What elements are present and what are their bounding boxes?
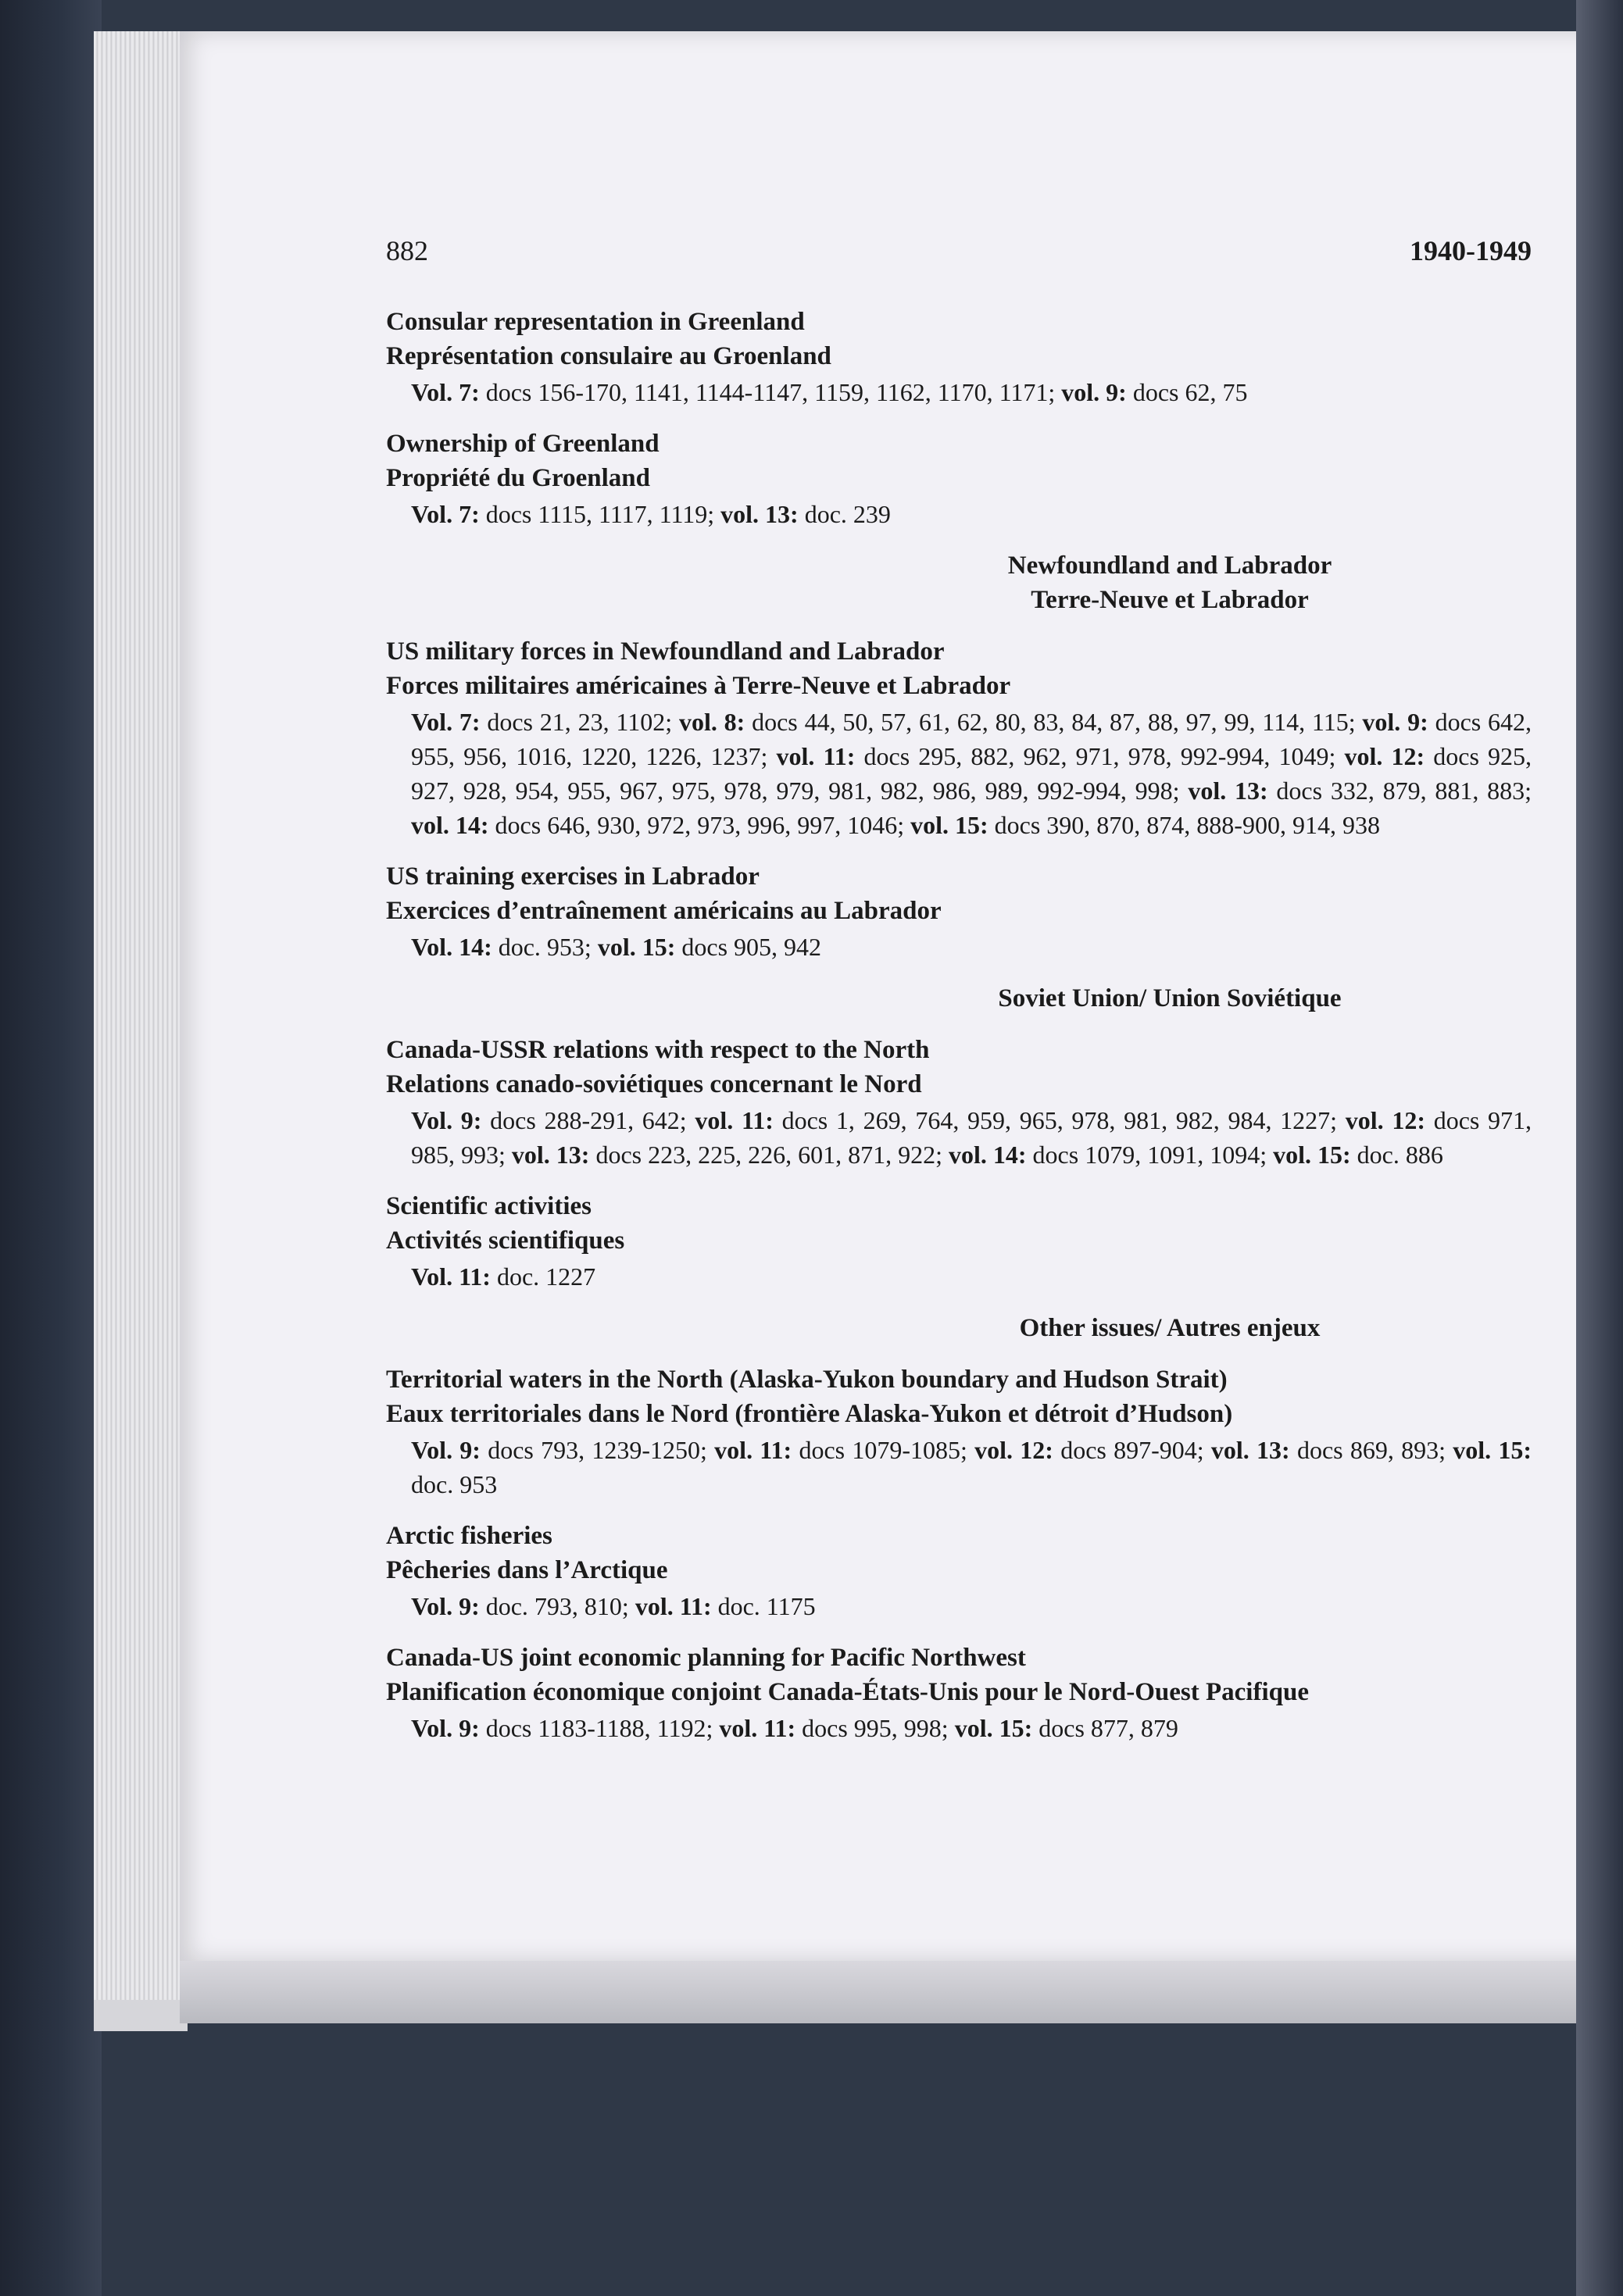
volume-label: vol. 13:	[720, 500, 799, 528]
entry-title-en: Arctic fisheries	[386, 1522, 552, 1550]
document-list: doc. 239	[798, 500, 891, 528]
volume-label: vol. 13:	[511, 1141, 590, 1169]
entry-title-fr: Activités scientifiques	[386, 1227, 625, 1255]
year-range: 1940-1949	[1410, 235, 1532, 266]
document-list: docs 288-291, 642;	[481, 1106, 695, 1134]
section-heading-line: Terre-Neuve et Labrador	[1031, 586, 1309, 614]
document-list: docs 971, 985, 993;	[411, 1106, 1532, 1169]
document-list: docs 44, 50, 57, 61, 62, 80, 83, 84, 87, 88, 97, 99, 114, 115;	[745, 708, 1363, 736]
volume-label: Vol. 9:	[411, 1436, 481, 1464]
volume-label: vol. 15:	[954, 1714, 1033, 1742]
document-list: docs 62, 75	[1126, 378, 1248, 406]
document-list: docs 1115, 1117, 1119;	[479, 500, 721, 528]
document-list: docs 295, 882, 962, 971, 978, 992-994, 1049;	[855, 742, 1345, 770]
entry-title-en: Ownership of Greenland	[386, 430, 660, 458]
document-list: docs 1079-1085;	[792, 1436, 975, 1464]
volume-label: vol. 11:	[635, 1592, 712, 1620]
volume-label: vol. 11:	[695, 1106, 774, 1134]
entry-title-en: Canada-USSR relations with respect to the North	[386, 1036, 930, 1064]
volume-label: vol. 11:	[719, 1714, 796, 1742]
index-entry	[386, 1189, 1532, 1294]
index-entry	[386, 1033, 1532, 1172]
index-entry	[386, 305, 1532, 409]
page-content	[386, 227, 1532, 1762]
entry-title-fr: Représentation consulaire au Groenland	[386, 342, 831, 370]
volume-label: Vol. 11:	[411, 1262, 491, 1291]
document-list: docs 156-170, 1141, 1144-1147, 1159, 1162, 1170, 1171;	[479, 378, 1062, 406]
volume-label: vol. 8:	[678, 708, 745, 736]
background-right	[1576, 0, 1623, 2296]
volume-label: Vol. 7:	[411, 378, 480, 406]
entry-title-fr: Eaux territoriales dans le Nord (frontière Alaska-Yukon et détroit d’Hudson)	[386, 1400, 1233, 1428]
page-number: 882	[386, 235, 428, 266]
section-heading	[386, 1311, 1532, 1345]
volume-label: vol. 13:	[1188, 777, 1268, 805]
document-list: docs 646, 930, 972, 973, 996, 997, 1046;	[488, 811, 911, 839]
volume-label: vol. 14:	[948, 1141, 1027, 1169]
document-list: docs 1079, 1091, 1094;	[1026, 1141, 1274, 1169]
document-list: docs 21, 23, 1102;	[480, 708, 679, 736]
document-list: docs 642, 955, 956, 1016, 1220, 1226, 1237;	[411, 708, 1532, 770]
index-entry	[386, 1519, 1532, 1623]
document-list: doc. 1175	[711, 1592, 816, 1620]
document-list: docs 897-904;	[1053, 1436, 1211, 1464]
volume-label: vol. 15:	[910, 811, 988, 839]
entry-references	[411, 375, 1532, 409]
volume-label: vol. 12:	[1344, 742, 1425, 770]
document-list: docs 995, 998;	[795, 1714, 955, 1742]
volume-label: vol. 15:	[1273, 1141, 1351, 1169]
volume-label: vol. 12:	[974, 1436, 1053, 1464]
entry-title-en: Consular representation in Greenland	[386, 308, 805, 336]
document-list: doc. 886	[1350, 1141, 1443, 1169]
entry-title-en: Territorial waters in the North (Alaska-Yukon boundary and Hudson Strait)	[386, 1366, 1228, 1394]
entry-references	[411, 497, 1532, 531]
entry-references	[411, 1103, 1532, 1172]
entry-title-en: US military forces in Newfoundland and Labrador	[386, 637, 945, 666]
document-list: doc. 953;	[492, 933, 598, 961]
entry-references	[411, 1589, 1532, 1623]
document-list: docs 332, 879, 881, 883;	[1267, 777, 1532, 805]
volume-label: vol. 13:	[1210, 1436, 1290, 1464]
volume-label: vol. 9:	[1061, 378, 1127, 406]
document-list: docs 1, 269, 764, 959, 965, 978, 981, 982, 984, 1227;	[773, 1106, 1346, 1134]
entry-title-fr: Pêcheries dans l’Arctique	[386, 1556, 668, 1584]
section-heading	[386, 548, 1532, 617]
volume-label: vol. 9:	[1362, 708, 1428, 736]
index-entry	[386, 1362, 1532, 1502]
document-list: doc. 1227	[490, 1262, 596, 1291]
index-entry	[386, 1641, 1532, 1745]
volume-label: vol. 14:	[411, 811, 489, 839]
entry-title-fr: Propriété du Groenland	[386, 464, 650, 492]
page-bottom-edge	[180, 1961, 1623, 2023]
document-list: docs 1183-1188, 1192;	[479, 1714, 720, 1742]
document-list: docs 390, 870, 874, 888-900, 914, 938	[988, 811, 1380, 839]
volume-label: Vol. 9:	[411, 1714, 480, 1742]
index-entry	[386, 859, 1532, 964]
volume-label: vol. 11:	[714, 1436, 792, 1464]
volume-label: vol. 12:	[1345, 1106, 1425, 1134]
volume-label: Vol. 9:	[411, 1592, 480, 1620]
entry-references	[411, 1259, 1532, 1294]
document-list: docs 223, 225, 226, 601, 871, 922;	[589, 1141, 949, 1169]
volume-label: vol. 11:	[776, 742, 856, 770]
volume-label: Vol. 9:	[411, 1106, 482, 1134]
document-list: docs 905, 942	[675, 933, 822, 961]
section-heading-line: Other issues/ Autres enjeux	[1019, 1314, 1321, 1342]
entry-references	[411, 1433, 1532, 1502]
page-stack-edge	[94, 31, 188, 2031]
book-spine-shadow	[0, 0, 102, 2296]
volume-label: vol. 15:	[597, 933, 676, 961]
document-list: docs 877, 879	[1032, 1714, 1178, 1742]
running-head	[386, 227, 1532, 273]
document-list: doc. 953	[411, 1470, 498, 1498]
index-entry	[386, 634, 1532, 842]
entry-references	[411, 930, 1532, 964]
entry-references	[411, 1711, 1532, 1745]
document-list: doc. 793, 810;	[479, 1592, 635, 1620]
document-list: docs 925, 927, 928, 954, 955, 967, 975, 978, 979, 981, 982, 986, 989, 992-994, 998;	[411, 742, 1532, 805]
document-list: docs 869, 893;	[1289, 1436, 1453, 1464]
index-entry	[386, 427, 1532, 531]
section-heading	[386, 981, 1532, 1016]
entry-title-fr: Relations canado-soviétiques concernant le Nord	[386, 1070, 922, 1098]
document-list: docs 793, 1239-1250;	[480, 1436, 715, 1464]
volume-label: Vol. 7:	[411, 708, 481, 736]
volume-label: Vol. 14:	[411, 933, 492, 961]
entry-title-fr: Planification économique conjoint Canada-États-Unis pour le Nord-Ouest Pacifique	[386, 1678, 1309, 1706]
volume-label: vol. 15:	[1453, 1436, 1532, 1464]
entry-references	[411, 705, 1532, 842]
entry-title-en: Scientific activities	[386, 1192, 592, 1220]
entry-title-fr: Forces militaires américaines à Terre-Neuve et Labrador	[386, 672, 1011, 700]
section-heading-line: Newfoundland and Labrador	[1007, 552, 1332, 580]
index-entries	[386, 305, 1532, 1745]
section-heading-line: Soviet Union/ Union Soviétique	[998, 984, 1342, 1012]
entry-title-en: Canada-US joint economic planning for Pacific Northwest	[386, 1644, 1026, 1672]
entry-title-fr: Exercices d’entraînement américains au Labrador	[386, 897, 942, 925]
volume-label: Vol. 7:	[411, 500, 480, 528]
entry-title-en: US training exercises in Labrador	[386, 862, 760, 891]
